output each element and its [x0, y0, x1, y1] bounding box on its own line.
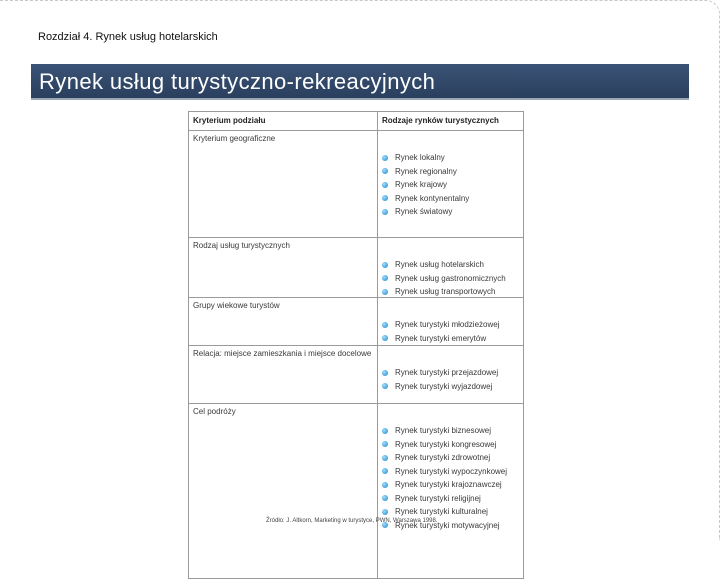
list-item: [382, 258, 519, 272]
market-type-label: Rynek regionalny: [395, 166, 457, 176]
bullet-icon: [382, 335, 388, 341]
market-types-cell: [378, 346, 523, 403]
table-row: [189, 346, 523, 404]
list-item: [382, 205, 519, 219]
market-type-label: Rynek kontynentalny: [395, 193, 470, 203]
chapter-label: Rozdział 4. Rynek usług hotelarskich: [38, 31, 218, 43]
list-item: [382, 478, 519, 492]
market-types-cell: [378, 404, 523, 578]
column-header-market-types: Rodzaje rynków turystycznych: [382, 116, 499, 125]
bullet-icon: [382, 262, 388, 268]
market-type-label: Rynek turystyki wypoczynkowej: [395, 466, 508, 476]
list-item: [382, 332, 519, 346]
market-type-label: Rynek usług transportowych: [395, 287, 496, 297]
table-row: [189, 238, 523, 298]
criterion-cell: Relacja: miejsce zamieszkania i miejsce docelowe: [189, 346, 378, 403]
criterion-cell: Grupy wiekowe turystów: [189, 298, 378, 345]
table-row: [189, 298, 523, 346]
list-item: [382, 272, 519, 286]
market-types-cell: [378, 131, 523, 237]
market-type-label: Rynek turystyki wyjazdowej: [395, 381, 493, 391]
bullet-icon: [382, 441, 388, 447]
list-item: [382, 192, 519, 206]
criterion-cell: Cel podróży: [189, 404, 378, 578]
bullet-icon: [382, 370, 388, 376]
title-bar: [31, 64, 689, 100]
source-note: Źródło: J. Altkorn, Marketing w turystyce, PWN, Warszawa 1998.: [266, 518, 438, 524]
table-header: [189, 112, 523, 131]
bullet-icon: [382, 182, 388, 188]
table-body: [189, 131, 523, 578]
market-type-label: Rynek turystyki młodzieżowej: [395, 320, 500, 330]
bullet-icon: [382, 468, 388, 474]
list-item: [382, 492, 519, 506]
bullet-icon: [382, 383, 388, 389]
slide-title: Rynek usług turystyczno-rekreacyjnych: [39, 69, 436, 94]
bullet-icon: [382, 155, 388, 161]
bullet-icon: [382, 455, 388, 461]
bullet-icon: [382, 275, 388, 281]
table-row: [189, 131, 523, 238]
market-types-cell: [378, 238, 523, 297]
market-types-cell: [378, 298, 523, 345]
market-type-label: Rynek turystyki zdrowotnej: [395, 453, 491, 463]
market-type-label: Rynek turystyki kongresowej: [395, 439, 497, 449]
list-item: [382, 465, 519, 479]
market-type-label: Rynek turystyki motywacyjnej: [395, 520, 500, 530]
list-item: [382, 438, 519, 452]
list-item: [382, 366, 519, 380]
list-item: [382, 285, 519, 299]
market-type-label: Rynek turystyki przejazdowej: [395, 368, 499, 378]
list-item: [382, 380, 519, 394]
market-type-label: Rynek turystyki kulturalnej: [395, 507, 488, 517]
market-type-label: Rynek turystyki emerytów: [395, 333, 487, 343]
list-item: [382, 451, 519, 465]
list-item: [382, 178, 519, 192]
bullet-icon: [382, 495, 388, 501]
list-item: [382, 165, 519, 179]
bullet-icon: [382, 289, 388, 295]
bullet-icon: [382, 322, 388, 328]
market-type-label: Rynek turystyki religijnej: [395, 493, 481, 503]
column-header-criterion: Kryterium podziału: [189, 112, 378, 130]
list-item: [382, 505, 519, 519]
list-item: [382, 424, 519, 438]
list-item: [382, 151, 519, 165]
market-type-label: Rynek turystyki biznesowej: [395, 426, 492, 436]
bullet-icon: [382, 209, 388, 215]
market-type-label: Rynek krajowy: [395, 180, 448, 190]
table-row: [189, 404, 523, 578]
market-type-label: Rynek światowy: [395, 207, 453, 217]
bullet-icon: [382, 509, 388, 515]
criterion-cell: Kryterium geograficzne: [189, 131, 378, 237]
market-type-label: Rynek usług hotelarskich: [395, 260, 484, 270]
market-type-label: Rynek lokalny: [395, 153, 445, 163]
criterion-cell: Rodzaj usług turystycznych: [189, 238, 378, 297]
market-type-label: Rynek turystyki krajoznawczej: [395, 480, 502, 490]
list-item: [382, 318, 519, 332]
market-type-label: Rynek usług gastronomicznych: [395, 273, 506, 283]
bullet-icon: [382, 195, 388, 201]
market-table: [188, 111, 524, 579]
bullet-icon: [382, 482, 388, 488]
bullet-icon: [382, 428, 388, 434]
bullet-icon: [382, 168, 388, 174]
